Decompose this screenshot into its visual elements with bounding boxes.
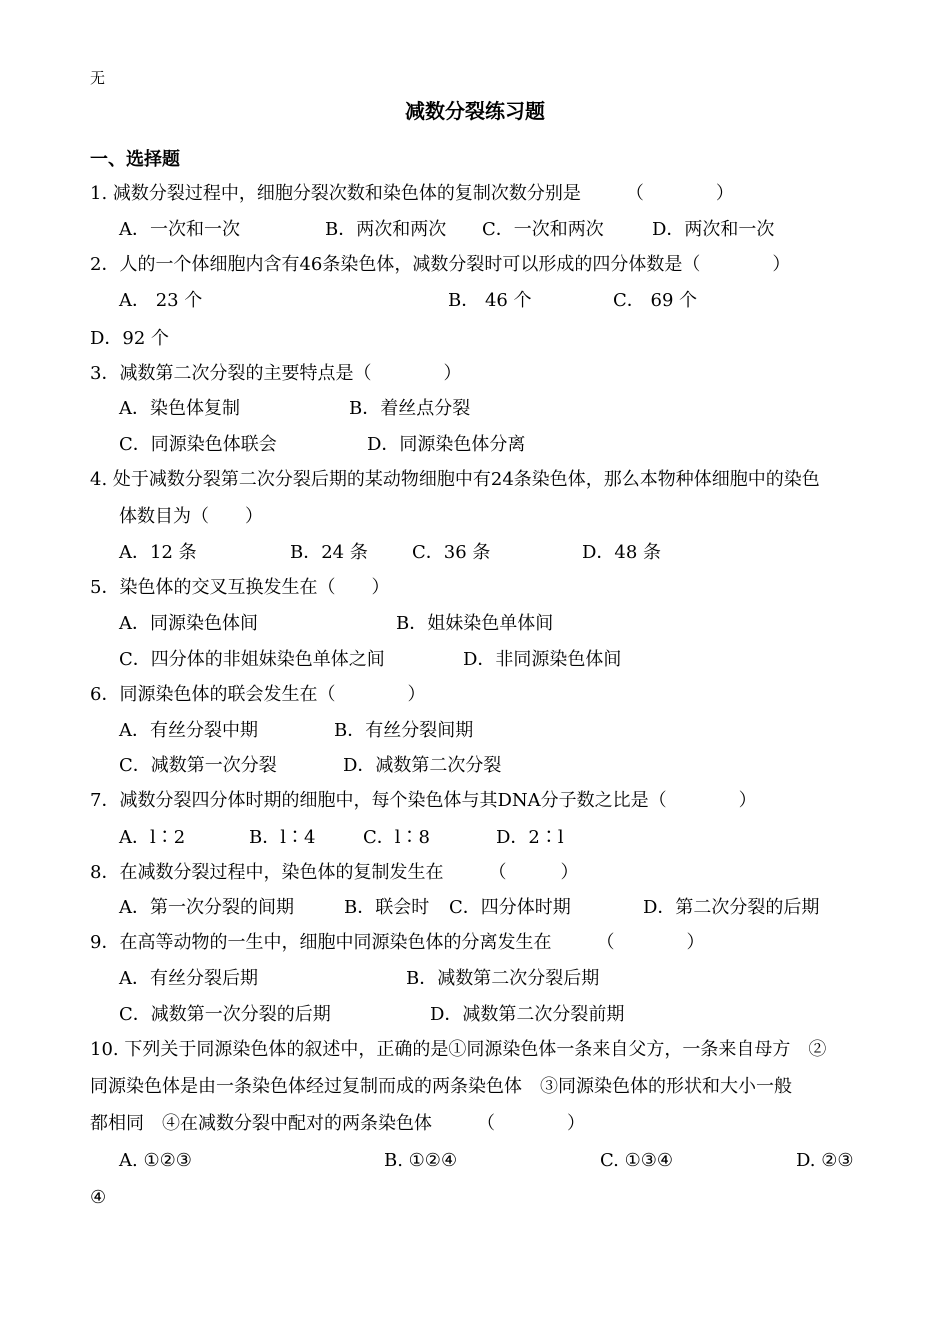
option-d: D．减数第二次分裂前期 [430,1004,625,1025]
option-c: C．减数第一次分裂的后期 [119,1004,331,1025]
option-c: C．四分体的非姐妹染色单体之间 [119,649,385,670]
option-c: C．一次和两次 [482,219,604,240]
section-heading: 一、选择题 [90,149,180,170]
option-a: A．同源染色体间 [119,613,258,634]
question-stem: 3．减数第二次分裂的主要特点是（ ） [90,363,462,384]
option-b: B．l∶4 [249,827,316,848]
option-b: B． 46 个 [448,290,532,311]
option-d-continued: ④ [90,1187,107,1208]
option-a: A．第一次分裂的间期 [119,897,294,918]
option-d: D．两次和一次 [652,219,775,240]
question-stem: 5．染色体的交叉互换发生在（ ） [90,577,390,598]
question-stem-continued: 同源染色体是由一条染色体经过复制而成的两条染色体 ③同源染色体的形状和大小一般 [90,1076,792,1097]
option-b: B．24 条 [290,542,368,563]
option-b: B．两次和两次 [325,219,447,240]
question-stem: 10. 下列关于同源染色体的叙述中，正确的是①同源染色体一条来自父方，一条来自母方 ② [90,1039,827,1060]
question-stem: 9．在高等动物的一生中，细胞中同源染色体的分离发生在 （ ） [90,932,705,953]
option-b: B．减数第二次分裂后期 [406,968,600,989]
option-c: C．同源染色体联会 [119,434,277,455]
question-stem: 7．减数分裂四分体时期的细胞中，每个染色体与其DNA分子数之比是（ ） [90,790,757,811]
option-d: D. ②③ [796,1150,854,1171]
question-stem-continued: 体数目为（ ） [119,506,263,527]
option-b: B．有丝分裂间期 [334,720,474,741]
question-stem: 6．同源染色体的联会发生在（ ） [90,684,426,705]
option-d: D．92 个 [90,328,170,349]
option-d: D．非同源染色体间 [463,649,622,670]
option-a: A．一次和一次 [119,219,240,240]
option-a: A．12 条 [119,542,197,563]
option-c: C．36 条 [412,542,491,563]
option-a: A．l∶2 [119,827,186,848]
option-c: C. ①③④ [600,1150,673,1171]
option-c: C．减数第一次分裂 [119,755,277,776]
option-d: D．同源染色体分离 [367,434,526,455]
option-a: A．染色体复制 [119,398,240,419]
question-stem-continued: 都相同 ④在减数分裂中配对的两条染色体 （ ） [90,1113,585,1134]
option-a: A. ①②③ [119,1150,192,1171]
option-c: C．l∶8 [363,827,430,848]
option-a: A．有丝分裂后期 [119,968,258,989]
question-stem: 1. 减数分裂过程中，细胞分裂次数和染色体的复制次数分别是 （ ） [90,183,734,204]
page-title: 减数分裂练习题 [405,99,545,123]
option-a: A． 23 个 [119,290,203,311]
option-d: D．减数第二次分裂 [343,755,502,776]
option-c: C．四分体时期 [449,897,571,918]
option-a: A．有丝分裂中期 [119,720,258,741]
option-b: B．联会时 [344,897,430,918]
option-c: C． 69 个 [613,290,698,311]
question-stem: 4. 处于减数分裂第二次分裂后期的某动物细胞中有24条染色体，那么本物种体细胞中的染色 [90,469,820,490]
option-d: D．48 条 [582,542,662,563]
header-mark: 无 [90,69,106,87]
option-d: D．2∶l [496,827,564,848]
option-b: B．姐妹染色单体间 [396,613,554,634]
option-b: B. ①②④ [384,1150,458,1171]
question-stem: 2．人的一个体细胞内含有46条染色体，减数分裂时可以形成的四分体数是（ ） [90,254,791,275]
question-stem: 8．在减数分裂过程中，染色体的复制发生在 （ ） [90,862,579,883]
option-d: D．第二次分裂的后期 [643,897,820,918]
option-b: B．着丝点分裂 [349,398,471,419]
